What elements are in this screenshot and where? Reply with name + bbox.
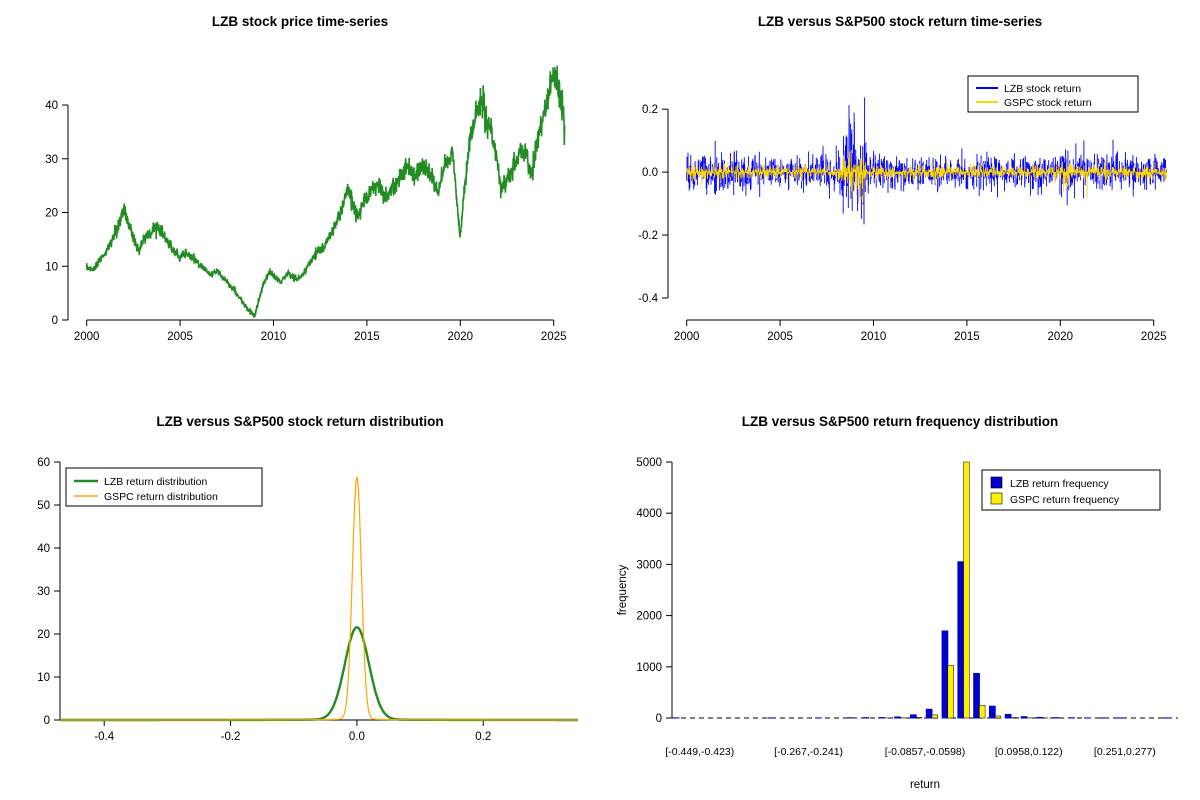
y-tick-label: 0 — [43, 715, 50, 727]
y-tick-label: 10 — [37, 672, 50, 684]
y-tick-label: 2000 — [636, 610, 662, 623]
x-tick-label: 2010 — [860, 331, 887, 343]
legend-label: LZB return distribution — [104, 476, 208, 488]
panel-price-timeseries — [0, 0, 600, 400]
x-tick-label: [-0.449,-0.423) — [665, 746, 735, 758]
bar-lzb — [1037, 717, 1043, 718]
legend-label: LZB return frequency — [1010, 478, 1109, 490]
y-tick-label: 50 — [37, 500, 50, 512]
y-tick-label: -0.2 — [638, 230, 658, 243]
x-tick-label: 2025 — [1140, 331, 1167, 343]
y-tick-label: 0.0 — [642, 167, 658, 180]
panel-return-timeseries — [600, 0, 1200, 400]
legend-label: LZB stock return — [1004, 83, 1082, 95]
price-timeseries-plot — [0, 0, 600, 400]
bar-lzb — [1021, 717, 1027, 718]
bar-gspc — [948, 665, 954, 718]
y-tick-label: 0.2 — [642, 104, 658, 117]
x-tick-label: 2025 — [540, 331, 567, 343]
y-tick-label: 5000 — [636, 457, 662, 469]
bar-gspc — [932, 715, 938, 718]
x-tick-label: [-0.267,-0.241) — [774, 746, 844, 758]
y-tick-label: 3000 — [636, 559, 662, 572]
x-tick-label: 2000 — [673, 331, 700, 343]
return-distribution-plot — [0, 400, 600, 800]
y-tick-label: 30 — [37, 586, 50, 598]
bar-lzb — [958, 562, 964, 718]
x-tick-label: 2005 — [767, 331, 793, 343]
x-tick-label: 2005 — [167, 331, 193, 343]
legend-label: GSPC stock return — [1004, 97, 1092, 109]
bar-lzb — [990, 706, 996, 718]
x-tick-label: 2015 — [954, 331, 980, 343]
legend — [66, 468, 262, 506]
y-tick-label: -0.4 — [638, 292, 658, 305]
y-tick-label: 60 — [37, 457, 50, 469]
bar-gspc — [916, 717, 922, 718]
panel-title-price: LZB stock price time-series — [211, 14, 389, 29]
legend — [982, 470, 1160, 510]
price-line — [87, 66, 565, 317]
y-tick-label: 20 — [37, 629, 50, 641]
y-tick-label: 40 — [45, 100, 58, 112]
panel-title-return-dist: LZB versus S&P500 stock return distribution — [156, 414, 444, 429]
y-tick-label: 0 — [51, 315, 58, 327]
panel-return-frequency — [600, 400, 1200, 800]
y-tick-label: 40 — [37, 543, 50, 555]
bar-lzb — [895, 717, 901, 718]
return-spikes — [687, 97, 1167, 224]
y-tick-label: 30 — [45, 153, 58, 166]
bar-lzb — [926, 709, 932, 718]
x-tick-label: 0.0 — [348, 731, 365, 743]
panel-return-distribution — [0, 400, 600, 800]
bar-lzb — [974, 674, 980, 719]
y-tick-label: 1000 — [636, 661, 662, 674]
bar-gspc — [995, 716, 1001, 718]
x-tick-label: [-0.0857,-0.0598) — [884, 746, 966, 758]
bar-lzb — [1005, 714, 1011, 718]
bar-lzb — [942, 631, 948, 718]
x-axis-label: return — [909, 779, 941, 791]
bar-gspc — [1011, 718, 1017, 719]
density-curve — [60, 477, 578, 720]
x-tick-label: 2010 — [260, 331, 287, 343]
x-tick-label: 2000 — [73, 331, 100, 343]
panel-title-return-freq: LZB versus S&P500 return frequency distribution — [741, 414, 1059, 429]
panel-title-return-ts: LZB versus S&P500 stock return time-series — [757, 14, 1043, 29]
legend — [968, 76, 1138, 112]
x-tick-label: 2020 — [447, 331, 474, 343]
y-axis-label: frequency — [617, 564, 629, 616]
return-timeseries-plot — [600, 0, 1200, 400]
y-tick-label: 10 — [45, 261, 58, 274]
x-tick-label: -0.4 — [94, 731, 115, 743]
y-tick-label: 0 — [655, 713, 662, 725]
x-tick-label: 2020 — [1047, 331, 1074, 343]
y-tick-label: 4000 — [636, 508, 662, 521]
density-curve — [60, 627, 578, 720]
return-frequency-plot — [600, 400, 1200, 800]
y-tick-label: 20 — [45, 207, 58, 220]
legend-label: GSPC return distribution — [104, 491, 218, 503]
bar-gspc — [964, 462, 970, 718]
x-tick-label: 0.2 — [475, 731, 492, 743]
x-tick-label: [0.0958,0.122) — [994, 746, 1063, 758]
x-tick-label: -0.2 — [220, 731, 241, 743]
legend-label: GSPC return frequency — [1010, 494, 1120, 506]
x-tick-label: 2015 — [354, 331, 380, 343]
bar-gspc — [979, 705, 985, 718]
bar-lzb — [911, 715, 917, 718]
axes — [638, 104, 1166, 343]
x-tick-label: [0.251,0.277) — [1093, 746, 1156, 758]
